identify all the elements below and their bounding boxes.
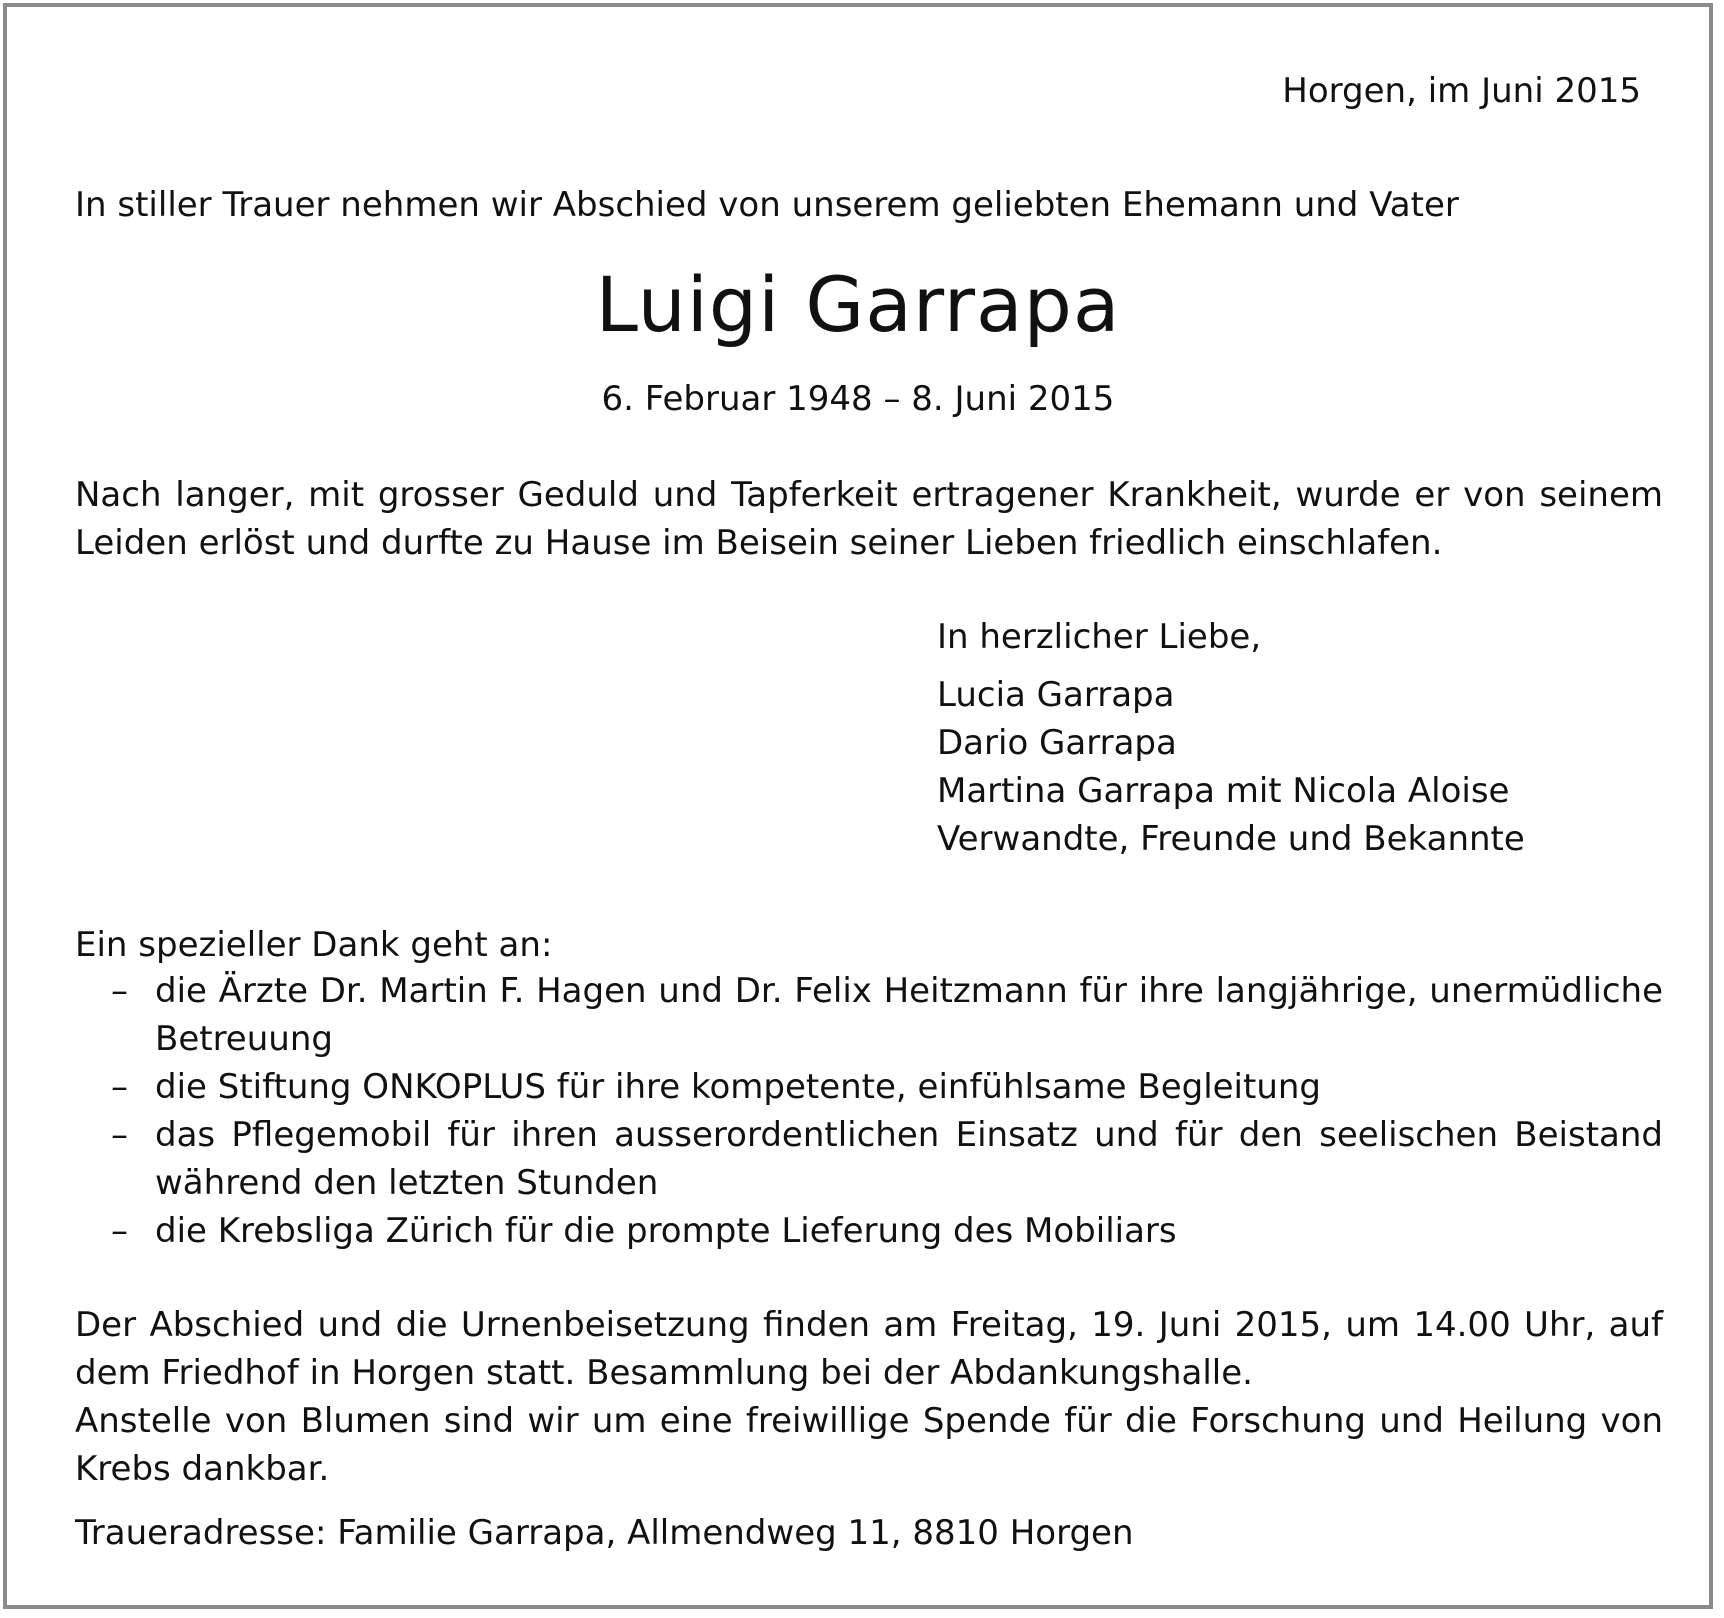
thanks-item-text: die Krebsliga Zürich für die prompte Lieferung des Mobiliars (155, 1211, 1177, 1251)
dash-bullet: – (111, 971, 128, 1011)
message-paragraph: Nach langer, mit grosser Geduld und Tapferkeit ertragener Krankheit, wurde er von seinem Leiden erlöst und durfte zu Hause im Beisein seiner Lieben friedlich einschlafen. (75, 475, 1663, 563)
signoff-name: Lucia Garrapa (937, 675, 1175, 715)
life-dates: 6. Februar 1948 – 8. Juni 2015 (601, 379, 1115, 419)
notice-frame (3, 3, 1713, 1609)
signoff-greeting: In herzlicher Liebe, (937, 617, 1262, 657)
thanks-item-text: die Stiftung ONKOPLUS für ihre kompetente, einfühlsame Begleitung (155, 1067, 1322, 1107)
dash-bullet: – (111, 1115, 128, 1155)
donation-note: Anstelle von Blumen sind wir um eine freiwillige Spende für die Forschung und Heilung von Krebs dankbar. (75, 1401, 1663, 1489)
thanks-list (75, 967, 1663, 1255)
ceremony-info: Der Abschied und die Urnenbeisetzung finden am Freitag, 19. Juni 2015, um 14.00 Uhr, auf dem Friedhof in Horgen statt. Besammlung bei der Abdankungshalle. (75, 1305, 1663, 1393)
intro-text: In stiller Trauer nehmen wir Abschied von unserem geliebten Ehemann und Vater (75, 185, 1459, 225)
signoff-name: Dario Garrapa (937, 723, 1177, 763)
signoff-name: Martina Garrapa mit Nicola Aloise (937, 771, 1510, 811)
thanks-item-text: das Pflegemobil für ihren ausserordentlichen Einsatz und für den seelischen Beistand während den letzten Stunden (155, 1115, 1663, 1203)
thanks-item-text: die Ärzte Dr. Martin F. Hagen und Dr. Felix Heitzmann für ihre langjährige, unermüdliche Betreuung (155, 971, 1663, 1059)
thanks-item (75, 1111, 1663, 1207)
signoff-name: Verwandte, Freunde und Bekannte (937, 819, 1525, 859)
mourning-address: Traueradresse: Familie Garrapa, Allmendweg 11, 8810 Horgen (75, 1513, 1134, 1553)
thanks-item (75, 1063, 1663, 1111)
deceased-name: Luigi Garrapa (595, 260, 1121, 349)
dash-bullet: – (111, 1211, 128, 1251)
place-date: Horgen, im Juni 2015 (1282, 71, 1641, 111)
thanks-item (75, 1207, 1663, 1255)
thanks-item (75, 967, 1663, 1063)
thanks-heading: Ein spezieller Dank geht an: (75, 925, 553, 965)
dash-bullet: – (111, 1067, 128, 1107)
